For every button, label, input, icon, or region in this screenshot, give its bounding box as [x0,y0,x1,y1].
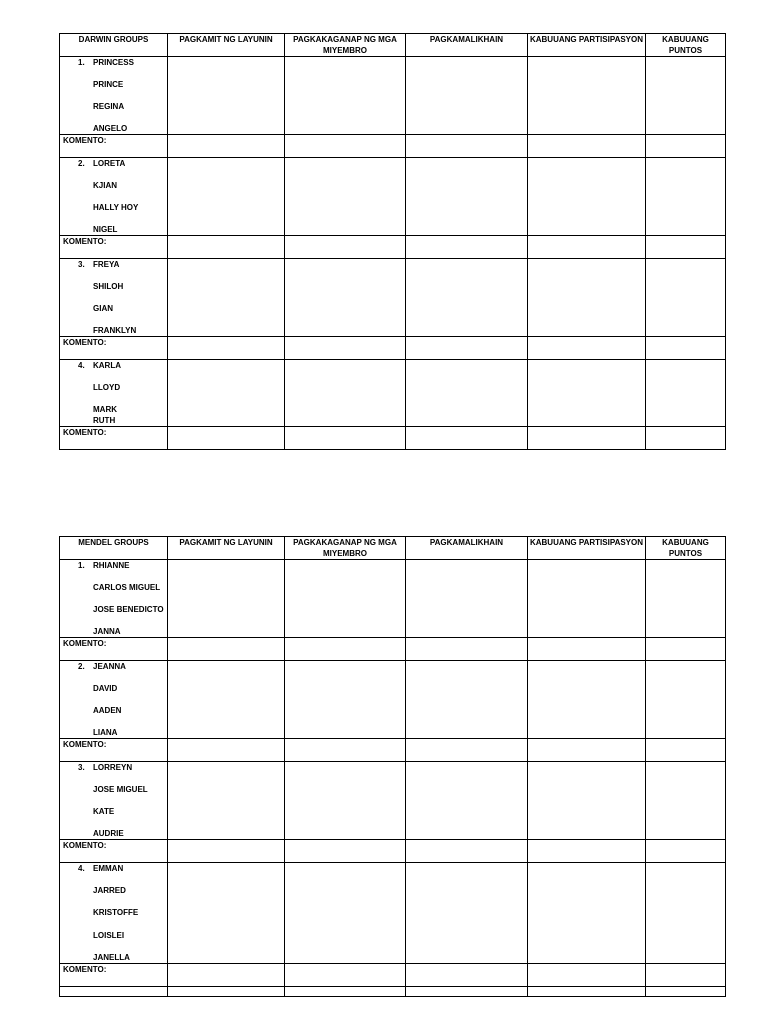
score-cell[interactable] [285,661,406,739]
member-name: GIAN [93,304,113,313]
group-member [78,885,167,907]
member-name: EMMAN [93,864,124,873]
group-number [78,626,93,637]
komento-cell[interactable] [406,427,528,450]
group-member [78,828,167,839]
member-name: KATE [93,807,115,816]
score-cell[interactable] [285,57,406,135]
member-name: REGINA [93,102,125,111]
group-member [78,382,167,404]
komento-cell[interactable] [646,840,726,863]
group-member [78,123,167,134]
group-number: 4. [78,361,85,370]
komento-cell[interactable] [168,427,285,450]
member-name: AADEN [93,706,122,715]
group-row [60,863,726,964]
group-row [60,560,726,638]
score-cell[interactable] [168,158,285,236]
komento-cell[interactable] [406,638,528,661]
group-member [78,604,167,626]
score-cell[interactable] [646,259,726,337]
group-member [78,303,167,325]
score-cell[interactable] [168,661,285,739]
score-cell[interactable] [646,560,726,638]
komento-cell[interactable] [646,427,726,450]
komento-label: KOMENTO: [60,840,168,863]
komento-cell[interactable] [285,963,406,986]
group-member [78,259,167,281]
komento-cell[interactable] [168,236,285,259]
member-name: LLOYD [93,383,121,392]
komento-row [60,135,726,158]
score-cell[interactable] [285,360,406,427]
komento-row [60,236,726,259]
group-number [78,123,93,134]
group-member [78,762,167,784]
group-number [78,101,93,123]
komento-cell[interactable] [528,840,646,863]
komento-row [60,427,726,450]
member-name: LORREYN [93,763,133,772]
empty-cell[interactable] [528,986,646,996]
score-cell[interactable] [168,762,285,840]
group-member [78,101,167,123]
group-row [60,158,726,236]
group-member [78,727,167,738]
group-number [78,79,93,101]
score-cell[interactable] [285,560,406,638]
komento-row [60,963,726,986]
komento-cell[interactable] [406,337,528,360]
group-row [60,259,726,337]
group-member [78,806,167,828]
komento-cell[interactable] [406,963,528,986]
member-name: CARLOS MIGUEL [93,583,161,592]
group-member [78,224,167,235]
empty-row [60,986,726,996]
group-member [78,952,167,963]
header-pagkakaganap-ng-mga-miyembro: PAGKAKAGANAP NG MGA MIYEMBRO [285,34,406,57]
member-name: RHIANNE [93,561,130,570]
score-cell[interactable] [406,158,528,236]
group-number [78,806,93,828]
group-member [78,180,167,202]
group-member [78,626,167,637]
group-member [78,863,167,885]
group-number [78,885,93,907]
group-number [78,325,93,336]
group-member [78,325,167,336]
group-number [78,404,93,415]
group-members-cell [60,259,168,337]
group-member [78,404,167,415]
group-number [78,930,93,952]
empty-cell[interactable] [60,986,168,996]
score-cell[interactable] [646,762,726,840]
score-cell[interactable] [285,158,406,236]
komento-cell[interactable] [528,638,646,661]
group-number [78,582,93,604]
komento-label: KOMENTO: [60,638,168,661]
group-member [78,582,167,604]
komento-cell[interactable] [646,236,726,259]
score-cell[interactable] [646,158,726,236]
komento-cell[interactable] [285,427,406,450]
group-member [78,907,167,929]
komento-row [60,638,726,661]
member-name: LOISLEI [93,930,125,940]
score-cell[interactable] [285,863,406,964]
komento-cell[interactable] [406,236,528,259]
score-cell[interactable] [285,259,406,337]
member-name: LORETA [93,159,126,168]
score-cell[interactable] [646,661,726,739]
group-member [78,930,167,952]
komento-cell[interactable] [406,840,528,863]
score-cell[interactable] [406,863,528,964]
empty-cell[interactable] [646,986,726,996]
group-number [78,828,93,839]
member-name: KJIAN [93,181,118,190]
group-member [78,57,167,79]
group-number [78,180,93,202]
groups-header: DARWIN GROUPS [60,34,168,57]
group-member [78,158,167,180]
komento-cell[interactable] [285,739,406,762]
komento-cell[interactable] [528,236,646,259]
member-name: DAVID [93,684,118,693]
komento-label: KOMENTO: [60,135,168,158]
group-member [78,202,167,224]
header-pagkamit-ng-layunin: PAGKAMIT NG LAYUNIN [168,537,285,560]
header-kabuuang-puntos: KABUUANG PUNTOS [646,537,726,560]
komento-row [60,840,726,863]
member-name: MARK [93,405,117,414]
group-number: 2. [78,662,85,671]
empty-cell[interactable] [406,986,528,996]
score-cell[interactable] [168,57,285,135]
empty-cell[interactable] [285,986,406,996]
komento-row [60,739,726,762]
komento-cell[interactable] [528,427,646,450]
komento-cell[interactable] [646,638,726,661]
komento-cell[interactable] [646,135,726,158]
group-members-cell [60,661,168,739]
group-number: 1. [78,58,85,67]
score-cell[interactable] [528,158,646,236]
komento-cell[interactable] [528,337,646,360]
komento-label: KOMENTO: [60,739,168,762]
group-row [60,762,726,840]
komento-cell[interactable] [168,337,285,360]
group-member [78,661,167,683]
group-member [78,784,167,806]
komento-label: KOMENTO: [60,963,168,986]
group-number [78,415,93,426]
score-cell[interactable] [406,57,528,135]
member-name: KRISTOFFE [93,908,139,918]
komento-cell[interactable] [528,963,646,986]
darwin-groups-table [59,33,726,450]
score-cell[interactable] [406,661,528,739]
komento-cell[interactable] [168,840,285,863]
header-pagkamalikhain: PAGKAMALIKHAIN [406,34,528,57]
group-number [78,705,93,727]
member-name: RUTH [93,416,116,425]
group-number [78,303,93,325]
komento-cell[interactable] [406,739,528,762]
group-number [78,727,93,738]
member-name: AUDRIE [93,829,124,838]
group-members-cell [60,560,168,638]
member-name: JOSE BENEDICTO [93,605,164,614]
member-name: JANNA [93,627,121,636]
group-number [78,907,93,929]
komento-cell[interactable] [285,337,406,360]
header-kabuuang-partisipasyon: KABUUANG PARTISIPASYON [528,34,646,57]
komento-cell[interactable] [168,739,285,762]
score-cell[interactable] [168,863,285,964]
header-pagkakaganap-ng-mga-miyembro: PAGKAKAGANAP NG MGA MIYEMBRO [285,537,406,560]
group-number: 3. [78,763,85,772]
member-name: JARRED [93,886,126,896]
score-cell[interactable] [528,560,646,638]
header-pagkamalikhain: PAGKAMALIKHAIN [406,537,528,560]
komento-cell[interactable] [168,963,285,986]
score-cell[interactable] [168,360,285,427]
member-name: PRINCESS [93,58,134,67]
group-member [78,360,167,382]
group-number [78,224,93,235]
score-cell[interactable] [646,360,726,427]
score-cell[interactable] [528,863,646,964]
group-number [78,683,93,705]
score-cell[interactable] [406,762,528,840]
member-name: SHILOH [93,282,124,291]
mendel-groups-table [59,536,726,997]
member-name: KARLA [93,361,121,370]
score-cell[interactable] [528,762,646,840]
score-cell[interactable] [406,360,528,427]
komento-cell[interactable] [646,337,726,360]
group-member [78,683,167,705]
group-members-cell [60,762,168,840]
komento-cell[interactable] [528,739,646,762]
member-name: JEANNA [93,662,126,671]
member-name: JOSE MIGUEL [93,785,148,794]
group-number [78,202,93,224]
member-name: LIANA [93,728,118,737]
group-member [78,79,167,101]
score-cell[interactable] [528,661,646,739]
score-cell[interactable] [406,560,528,638]
komento-label: KOMENTO: [60,337,168,360]
komento-label: KOMENTO: [60,427,168,450]
member-name: FREYA [93,260,120,269]
member-name: ANGELO [93,124,128,133]
group-row [60,661,726,739]
komento-cell[interactable] [528,135,646,158]
group-number: 2. [78,159,85,168]
group-row [60,57,726,135]
group-number [78,281,93,303]
score-cell[interactable] [528,57,646,135]
komento-cell[interactable] [168,638,285,661]
komento-cell[interactable] [285,236,406,259]
group-number: 1. [78,561,85,570]
score-cell[interactable] [528,259,646,337]
header-kabuuang-partisipasyon: KABUUANG PARTISIPASYON [528,537,646,560]
group-number [78,382,93,404]
score-cell[interactable] [168,560,285,638]
group-member [78,560,167,582]
header-pagkamit-ng-layunin: PAGKAMIT NG LAYUNIN [168,34,285,57]
group-number [78,604,93,626]
group-members-cell [60,360,168,427]
empty-cell[interactable] [168,986,285,996]
komento-cell[interactable] [646,963,726,986]
group-member [78,705,167,727]
score-cell[interactable] [406,259,528,337]
member-name: NIGEL [93,225,118,234]
score-cell[interactable] [168,259,285,337]
score-cell[interactable] [285,762,406,840]
header-kabuuang-puntos: KABUUANG PUNTOS [646,34,726,57]
komento-cell[interactable] [168,135,285,158]
komento-cell[interactable] [285,638,406,661]
score-cell[interactable] [528,360,646,427]
member-name: JANELLA [93,952,130,962]
group-members-cell [60,863,168,964]
score-cell[interactable] [646,863,726,964]
member-name: PRINCE [93,80,124,89]
member-name: HALLY HOY [93,203,139,212]
komento-cell[interactable] [285,135,406,158]
komento-row [60,337,726,360]
group-number [78,952,93,963]
member-name: FRANKLYN [93,326,137,335]
group-member [78,281,167,303]
group-number: 4. [78,864,85,873]
group-number: 3. [78,260,85,269]
group-members-cell [60,57,168,135]
komento-label: KOMENTO: [60,236,168,259]
group-member [78,415,167,426]
group-number [78,784,93,806]
komento-cell[interactable] [285,840,406,863]
group-members-cell [60,158,168,236]
groups-header: MENDEL GROUPS [60,537,168,560]
group-row [60,360,726,427]
komento-cell[interactable] [646,739,726,762]
score-cell[interactable] [646,57,726,135]
komento-cell[interactable] [406,135,528,158]
